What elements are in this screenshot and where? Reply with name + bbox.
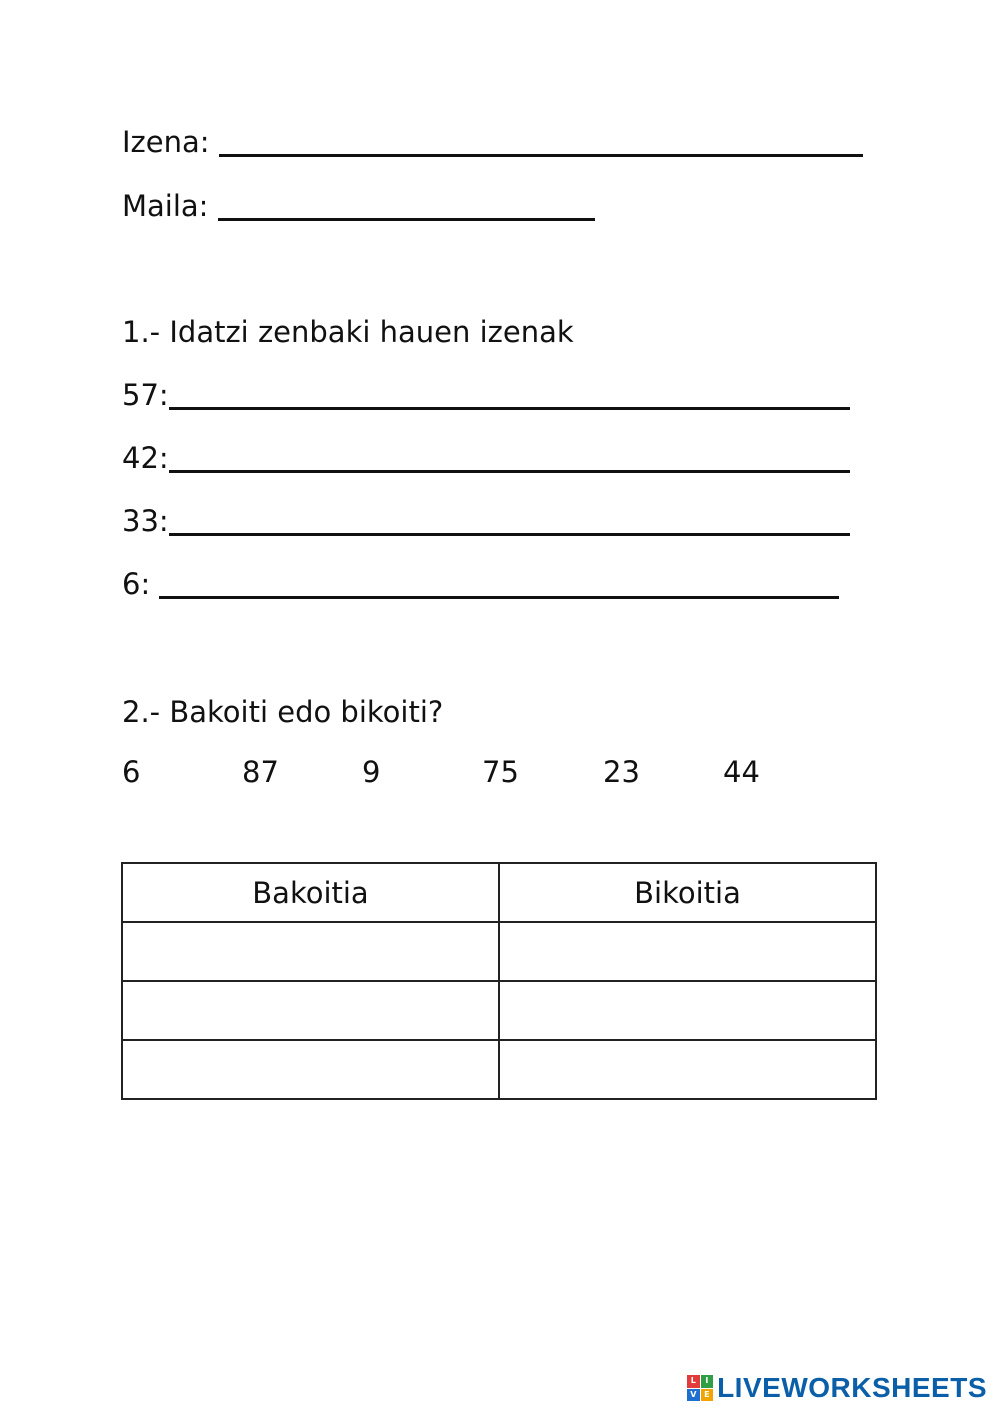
even-answer-cell[interactable] (499, 981, 876, 1040)
name-row (122, 125, 863, 159)
number-row-57 (122, 378, 850, 412)
number-item[interactable]: 44 (723, 755, 760, 789)
number-list (0, 755, 999, 794)
level-label: Maila: (122, 189, 209, 223)
table-row (122, 922, 876, 981)
logo-mark-icon (687, 1375, 713, 1401)
name-label: Izena: (122, 125, 210, 159)
logo-text: LIVEWORKSHEETS (717, 1372, 987, 1403)
answer-line[interactable] (169, 381, 850, 410)
logo-letter: I (701, 1375, 714, 1388)
logo-letter: L (687, 1375, 700, 1388)
answer-line[interactable] (169, 444, 850, 473)
number-item[interactable]: 6 (122, 755, 141, 789)
number-row-42 (122, 441, 850, 475)
exercise1-title: 1.- Idatzi zenbaki hauen izenak (122, 315, 574, 349)
even-answer-cell[interactable] (499, 1040, 876, 1099)
level-row (122, 189, 595, 223)
number-row-33 (122, 504, 850, 538)
number-item[interactable]: 23 (603, 755, 640, 789)
number-label: 42: (122, 441, 169, 475)
table-header-row (122, 863, 876, 922)
logo-letter: E (701, 1389, 714, 1402)
even-column-header: Bikoitia (499, 863, 876, 922)
table-row (122, 981, 876, 1040)
odd-column-header: Bakoitia (122, 863, 499, 922)
odd-even-table (121, 862, 877, 1100)
odd-answer-cell[interactable] (122, 922, 499, 981)
logo-letter: V (687, 1389, 700, 1402)
even-answer-cell[interactable] (499, 922, 876, 981)
answer-line[interactable] (159, 570, 839, 599)
number-item[interactable]: 75 (482, 755, 519, 789)
number-item[interactable]: 9 (362, 755, 381, 789)
answer-line[interactable] (169, 507, 850, 536)
number-row-6 (122, 567, 839, 601)
number-label: 6: (122, 567, 160, 601)
number-label: 57: (122, 378, 169, 412)
number-item[interactable]: 87 (242, 755, 279, 789)
exercise2-title: 2.- Bakoiti edo bikoiti? (122, 695, 444, 729)
odd-answer-cell[interactable] (122, 1040, 499, 1099)
level-input-line[interactable] (218, 192, 595, 221)
name-input-line[interactable] (219, 128, 863, 157)
liveworksheets-logo (687, 1372, 987, 1404)
odd-answer-cell[interactable] (122, 981, 499, 1040)
table-row (122, 1040, 876, 1099)
number-label: 33: (122, 504, 169, 538)
